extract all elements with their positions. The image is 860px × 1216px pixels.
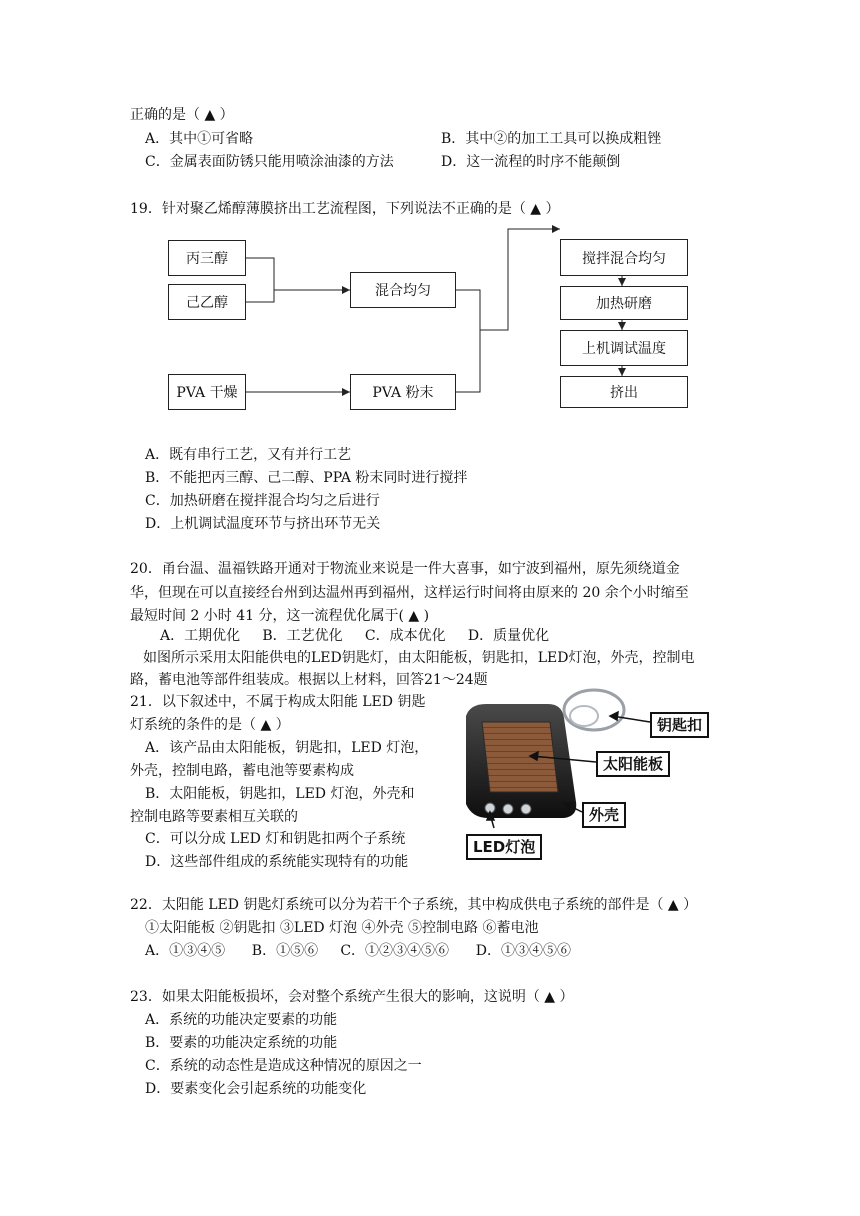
q22-options: A．①③④⑤ B．①⑤⑥ C．①②③④⑤⑥ D．①③④⑤⑥ xyxy=(145,943,571,959)
material-line-2: 路，蓄电池等部件组装成。根据以上材料，回答21～24题 xyxy=(130,672,488,688)
label-shell: 外壳 xyxy=(582,802,626,828)
material-line-1: 如图所示采用太阳能供电的LED钥匙灯，由太阳能板，钥匙扣，LED灯泡，外壳，控制电 xyxy=(143,650,695,666)
q18-stem-tail: 正确的是（ ▲ ） xyxy=(130,107,234,123)
q21-option-b-line-1: B．太阳能板，钥匙扣，LED 灯泡，外壳和 xyxy=(145,786,415,802)
q19-option-d: D．上机调试温度环节与挤出环节无关 xyxy=(145,516,381,532)
flow-box-pva-powder: PVA 粉末 xyxy=(350,374,456,410)
q20-stem-line-1: 20．甬台温、温福铁路开通对于物流业来说是一件大喜事，如宁波到福州，原先须绕道金 xyxy=(130,561,680,577)
flow-box-mix: 混合均匀 xyxy=(350,272,456,308)
q23-stem: 23．如果太阳能板损坏，会对整个系统产生很大的影响，这说明（ ▲ ） xyxy=(130,989,574,1005)
q21-option-b-line-2: 控制电路等要素相互关联的 xyxy=(130,809,298,825)
q23-option-a: A．系统的功能决定要素的功能 xyxy=(145,1012,338,1028)
q21-stem-line-2: 灯系统的条件的是（ ▲ ） xyxy=(130,717,290,733)
q21-option-c: C．可以分成 LED 灯和钥匙扣两个子系统 xyxy=(145,831,406,847)
flow-box-extrude: 挤出 xyxy=(560,376,688,408)
q22-stem: 22．太阳能 LED 钥匙灯系统可以分为若干个子系统，其中构成供电子系统的部件是（ ▲ ） xyxy=(130,897,698,913)
q18-option-a: A．其中①可省略 xyxy=(145,131,254,147)
label-keyring: 钥匙扣 xyxy=(650,712,709,738)
flow-box-stir: 搅拌混合均匀 xyxy=(560,239,688,276)
label-solar-panel: 太阳能板 xyxy=(596,751,670,777)
q19-stem: 19．针对聚乙烯醇薄膜挤出工艺流程图，下列说法不正确的是（ ▲ ） xyxy=(130,201,560,217)
q22-items: ①太阳能板 ②钥匙扣 ③LED 灯泡 ④外壳 ⑤控制电路 ⑥蓄电池 xyxy=(145,920,539,936)
q19-option-a: A．既有串行工艺，又有并行工艺 xyxy=(145,447,352,463)
q20-stem-line-3: 最短时间 2 小时 41 分，这一流程优化属于( ▲ ) xyxy=(130,608,430,624)
q21-option-a-line-2: 外壳，控制电路，蓄电池等要素构成 xyxy=(130,763,354,779)
q23-option-c: C．系统的动态性是造成这种情况的原因之一 xyxy=(145,1058,422,1074)
q20-stem-line-2: 华，但现在可以直接经台州到达温州再到福州，这样运行时间将由原来的 20 余个小时缩至 xyxy=(130,585,689,601)
q18-option-b: B．其中②的加工工具可以换成粗锉 xyxy=(441,131,662,147)
flow-box-pva-dry: PVA 干燥 xyxy=(168,374,246,410)
q18-option-d: D．这一流程的时序不能颠倒 xyxy=(441,154,621,170)
q21-option-a-line-1: A．该产品由太阳能板，钥匙扣，LED 灯泡， xyxy=(145,740,429,756)
flow-box-grind: 加热研磨 xyxy=(560,286,688,320)
q23-option-d: D．要素变化会引起系统的功能变化 xyxy=(145,1081,367,1097)
q21-option-d: D．这些部件组成的系统能实现特有的功能 xyxy=(145,854,409,870)
flow-box-temp: 上机调试温度 xyxy=(560,330,688,366)
q19-option-b: B．不能把丙三醇、己二醇、PPA 粉末同时进行搅拌 xyxy=(145,470,468,486)
q20-options: A．工期优化 B．工艺优化 C．成本优化 D．质量优化 xyxy=(160,628,550,644)
flow-box-glycerol: 丙三醇 xyxy=(168,240,246,276)
q21-stem-line-1: 21．以下叙述中，不属于构成太阳能 LED 钥匙 xyxy=(130,694,426,710)
label-led-bulb: LED灯泡 xyxy=(466,834,542,860)
q23-option-b: B．要素的功能决定系统的功能 xyxy=(145,1035,338,1051)
q18-option-c: C．金属表面防锈只能用喷涂油漆的方法 xyxy=(145,154,394,170)
flow-box-hexanol: 己乙醇 xyxy=(168,284,246,320)
q19-option-c: C．加热研磨在搅拌混合均匀之后进行 xyxy=(145,493,380,509)
